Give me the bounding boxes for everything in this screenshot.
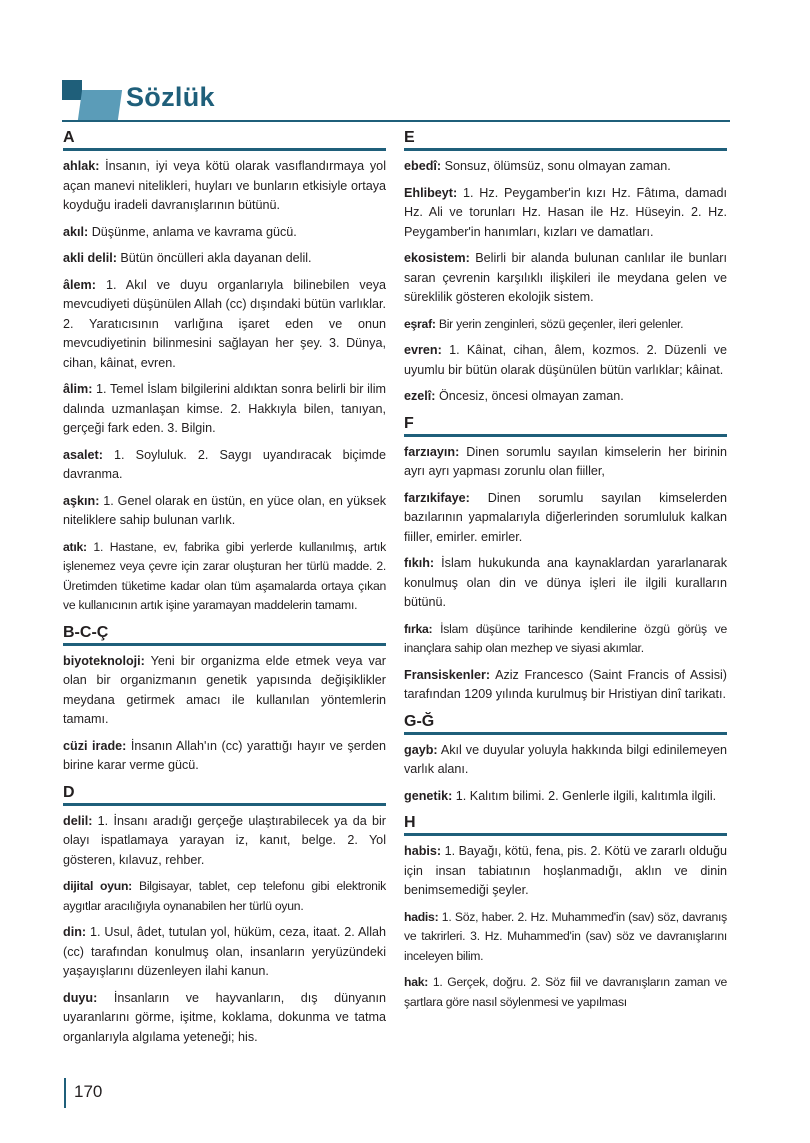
entry-term: ezelî:: [404, 389, 436, 403]
glossary-entry-din: [63, 923, 386, 982]
entry-definition: 1. Bayağı, kötü, fena, pis. 2. Kötü ve zararlı olduğu için insan tabiatının hoşlanmadığı, aklın ve dinin benimsemediği şeyler.: [404, 844, 727, 897]
entry-definition: 1. Soyluluk. 2. Saygı uyandıracak biçimde davranma.: [63, 447, 386, 481]
glossary-entry-hak: [404, 973, 727, 1012]
entry-term: atık:: [63, 539, 87, 554]
glossary-entry-esraf: [404, 315, 727, 335]
entry-term: asalet:: [63, 447, 103, 462]
entry-term: Fransiskenler:: [404, 667, 491, 682]
entry-definition: Öncesiz, öncesi olmayan zaman.: [435, 389, 624, 403]
entry-term: hadis:: [404, 909, 439, 924]
entry-term: hak:: [404, 975, 429, 989]
entry-definition: İnsanın Allah'ın (cc) yarattığı hayır ve şerden birine karar verme gücü.: [63, 738, 386, 772]
glossary-entry-alem: [63, 276, 386, 374]
entry-term: ahlak:: [63, 159, 100, 173]
header-rule: [62, 120, 730, 122]
glossary-entry-dijital-oyun: [63, 877, 386, 916]
glossary-entry-ehlibeyt: [404, 184, 727, 243]
glossary-entry-gayb: [404, 741, 727, 780]
entry-definition: Yeni bir organizma elde etmek veya var olan bir organizmanın genetik yapısında değişiklikler meydana getirmek amacı ile kullanılan yöntemlerin tamamı.: [63, 653, 386, 726]
glossary-entry-genetik: [404, 787, 727, 807]
entry-term: eşraf:: [404, 316, 436, 331]
glossary-entry-ezeli: [404, 387, 727, 407]
glossary-entry-farziayin: [404, 443, 727, 482]
section-heading-a: A: [63, 128, 386, 151]
entry-definition: Belirli bir alanda bulunan canlılar ile bunları saran çevrenin karşılıklı ilişkileri ile meydana gelen ve süreklilik gösteren ekolojik sistem.: [404, 251, 727, 304]
entry-term: habis:: [404, 844, 442, 858]
entry-definition: Dinen sorumlu sayılan kimselerden bazılarının yapmalarıyla diğerlerinden sorumluluk kalkan fiiller, emirler. emirler.: [404, 490, 727, 544]
entry-definition: 1. Genel olarak en üstün, en yüce olan, en yüksek niteliklere sahip bulunan varlık.: [63, 493, 386, 527]
entry-definition: Bir yerin zenginleri, sözü geçenler, ileri gelenler.: [435, 316, 684, 331]
entry-term: aşkın:: [63, 493, 100, 508]
entry-definition: Sonsuz, ölümsüz, sonu olmayan zaman.: [441, 159, 671, 173]
entry-definition: Aziz Francesco (Saint Francis of Assisi) tarafından 1209 yılında kurulmuş bir Hristiyan dinî tarikatı.: [404, 667, 727, 701]
section-heading-f: F: [404, 414, 727, 437]
section-heading-h: H: [404, 813, 727, 836]
entry-term: farzıayın:: [404, 444, 460, 459]
entry-definition: Bütün öncülleri akla dayanan delil.: [116, 251, 312, 265]
glossary-entry-habis: [404, 842, 727, 901]
entry-definition: 1. Akıl ve duyu organlarıyla bilinebilen veya mevcudiyeti düşünülen Allah (cc) dışındaki bütün varlıklar. 2. Yaratıcısının varlığına işaret eden ve onun mevcudiyetinin bilinmesini sağlayan her şey. 3. Dünya, cihan, kâinat, evren.: [63, 277, 386, 370]
entry-term: duyu:: [63, 990, 98, 1005]
left-column: [63, 128, 386, 1054]
entry-term: akıl:: [63, 224, 89, 239]
entry-definition: İnsanın, iyi veya kötü olarak vasıflandırmaya yol açan manevi nitelikleri, huyları ve bunların etkisiyle ortaya koyduğu iradeli davranışlarının bütünü.: [63, 159, 386, 212]
glossary-entry-delil: [63, 812, 386, 871]
entry-term: biyoteknoloji:: [63, 653, 145, 668]
glossary-entry-ebedi: [404, 157, 727, 177]
header-parallelogram-icon: [78, 90, 122, 120]
entry-term: ebedî:: [404, 159, 442, 173]
glossary-entry-askin: [63, 492, 386, 531]
section-heading-g-g: G-Ğ: [404, 712, 727, 735]
entry-definition: 1. İnsanı aradığı gerçeğe ulaştırabilecek ya da bir olayı ispatlamaya yarayan iz, kanıt, belge. 2. Yol gösteren, kılavuz, rehber.: [63, 813, 386, 867]
entry-definition: Dinen sorumlu sayılan kimselerin her birinin ayrı ayrı yapması zorunlu olan fiiller,: [404, 444, 727, 478]
glossary-entry-evren: [404, 341, 727, 380]
entry-term: ekosistem:: [404, 251, 470, 265]
page-header: [62, 80, 730, 122]
page-title: Sözlük: [126, 82, 215, 112]
entry-term: dijital oyun:: [63, 879, 132, 893]
entry-term: delil:: [63, 813, 93, 828]
glossary-entry-ekosistem: [404, 249, 727, 308]
entry-definition: Düşünme, anlama ve kavrama gücü.: [88, 224, 297, 239]
entry-definition: 1. Hastane, ev, fabrika gibi yerlerde kullanılmış, artık işlenemez veya çevre için zarar oluşturan her türlü madde. 2. Üretimden tüketime kadar olan tüm aşamalarda ortaya çıkan ve kullanıcının artık işine yaramayan maddelerin tamamı.: [63, 539, 386, 612]
entry-term: genetik:: [404, 788, 453, 803]
entry-term: cüzi irade:: [63, 738, 127, 753]
entry-term: Ehlibeyt:: [404, 185, 458, 200]
entry-definition: 1. Kalıtım bilimi. 2. Genlerle ilgili, kalıtımla ilgili.: [452, 788, 717, 803]
glossary-entry-alim: [63, 380, 386, 439]
glossary-entry-farzikifaye: [404, 489, 727, 548]
section-heading-e: E: [404, 128, 727, 151]
entry-definition: 1. Söz, haber. 2. Hz. Muhammed'in (sav) söz, davranış ve takrirleri. 3. Hz. Muhammed'in (sav) söz ve davranışlarını inceleyen bilim.: [404, 909, 727, 963]
glossary-entry-ahlak: [63, 157, 386, 216]
glossary-entry-biyoteknoloji: [63, 652, 386, 730]
entry-definition: Akıl ve duyular yoluyla hakkında bilgi edinilemeyen varlık alanı.: [404, 742, 727, 776]
entry-definition: 1. Gerçek, doğru. 2. Söz fiil ve davranışların zaman ve şartlara göre nasıl söylenmesi ve yapılması: [404, 975, 727, 1009]
entry-definition: 1. Hz. Peygamber'in kızı Hz. Fâtıma, damadı Hz. Ali ve torunları Hz. Hasan ile Hz. Hüseyin. 2. Hz. Peygamber'in hanımları, kızları ve damatları.: [404, 185, 727, 239]
entry-term: evren:: [404, 343, 442, 357]
section-heading-b-c-c: B-C-Ç: [63, 623, 386, 646]
glossary-entry-atik: [63, 538, 386, 616]
glossary-entry-duyu: [63, 989, 386, 1048]
entry-term: âlem:: [63, 277, 96, 292]
entry-definition: 1. Usul, âdet, tutulan yol, hüküm, ceza, itaat. 2. Allah (cc) tarafından konulmuş olan, insanların yeryüzündeki yaşayışlarını düzenleyen ilahi kanun.: [63, 925, 386, 978]
glossary-entry-akil: [63, 223, 386, 243]
glossary-entry-cuzi-irade: [63, 737, 386, 776]
entry-definition: İslam hukukunda ana kaynaklardan yararlanarak konulmuş olan din ve dünya işleri ile ilgili kuralların bütünü.: [404, 556, 727, 609]
entry-definition: Bilgisayar, tablet, cep telefonu gibi elektronik aygıtlar aracılığıyla oynanabilen her türlü oyun.: [63, 879, 386, 913]
glossary-entry-fransiskenler: [404, 666, 727, 705]
page-number: 170: [74, 1082, 103, 1101]
glossary-entry-asalet: [63, 446, 386, 485]
glossary-entry-fikih: [404, 554, 727, 613]
glossary-entry-firka: [404, 620, 727, 659]
right-column: [404, 128, 727, 1019]
entry-term: âlim:: [63, 382, 93, 396]
glossary-entry-akli-delil: [63, 249, 386, 269]
entry-definition: 1. Temel İslam bilgilerini aldıktan sonra belirli bir ilim dalında uzmanlaşan kimse. 2. Hakkıyla bilen, tanıyan, gerçeği fark eden. 3. Bilgin.: [63, 382, 386, 435]
header-square-icon: [62, 80, 82, 100]
entry-definition: İnsanların ve hayvanların, dış dünyanın uyaranlarını görme, işitme, koklama, dokunma ve tatma organlarıyla algılama yeteneği; his.: [63, 990, 386, 1044]
entry-term: gayb:: [404, 742, 438, 757]
section-heading-d: D: [63, 783, 386, 806]
page-number-bar: [64, 1078, 66, 1108]
entry-definition: İslam düşünce tarihinde kendilerine özgü görüş ve inançlara sahip olan mezhep ve siyasi akımlar.: [404, 621, 727, 655]
entry-term: din:: [63, 925, 87, 939]
entry-term: akli delil:: [63, 251, 117, 265]
entry-term: fıkıh:: [404, 556, 435, 570]
entry-term: farzıkifaye:: [404, 490, 470, 505]
entry-term: fırka:: [404, 621, 433, 636]
entry-definition: 1. Kâinat, cihan, âlem, kozmos. 2. Düzenli ve uyumlu bir bütün olarak düşünülen bütün varlıklar; kâinat.: [404, 343, 727, 377]
glossary-entry-hadis: [404, 908, 727, 967]
